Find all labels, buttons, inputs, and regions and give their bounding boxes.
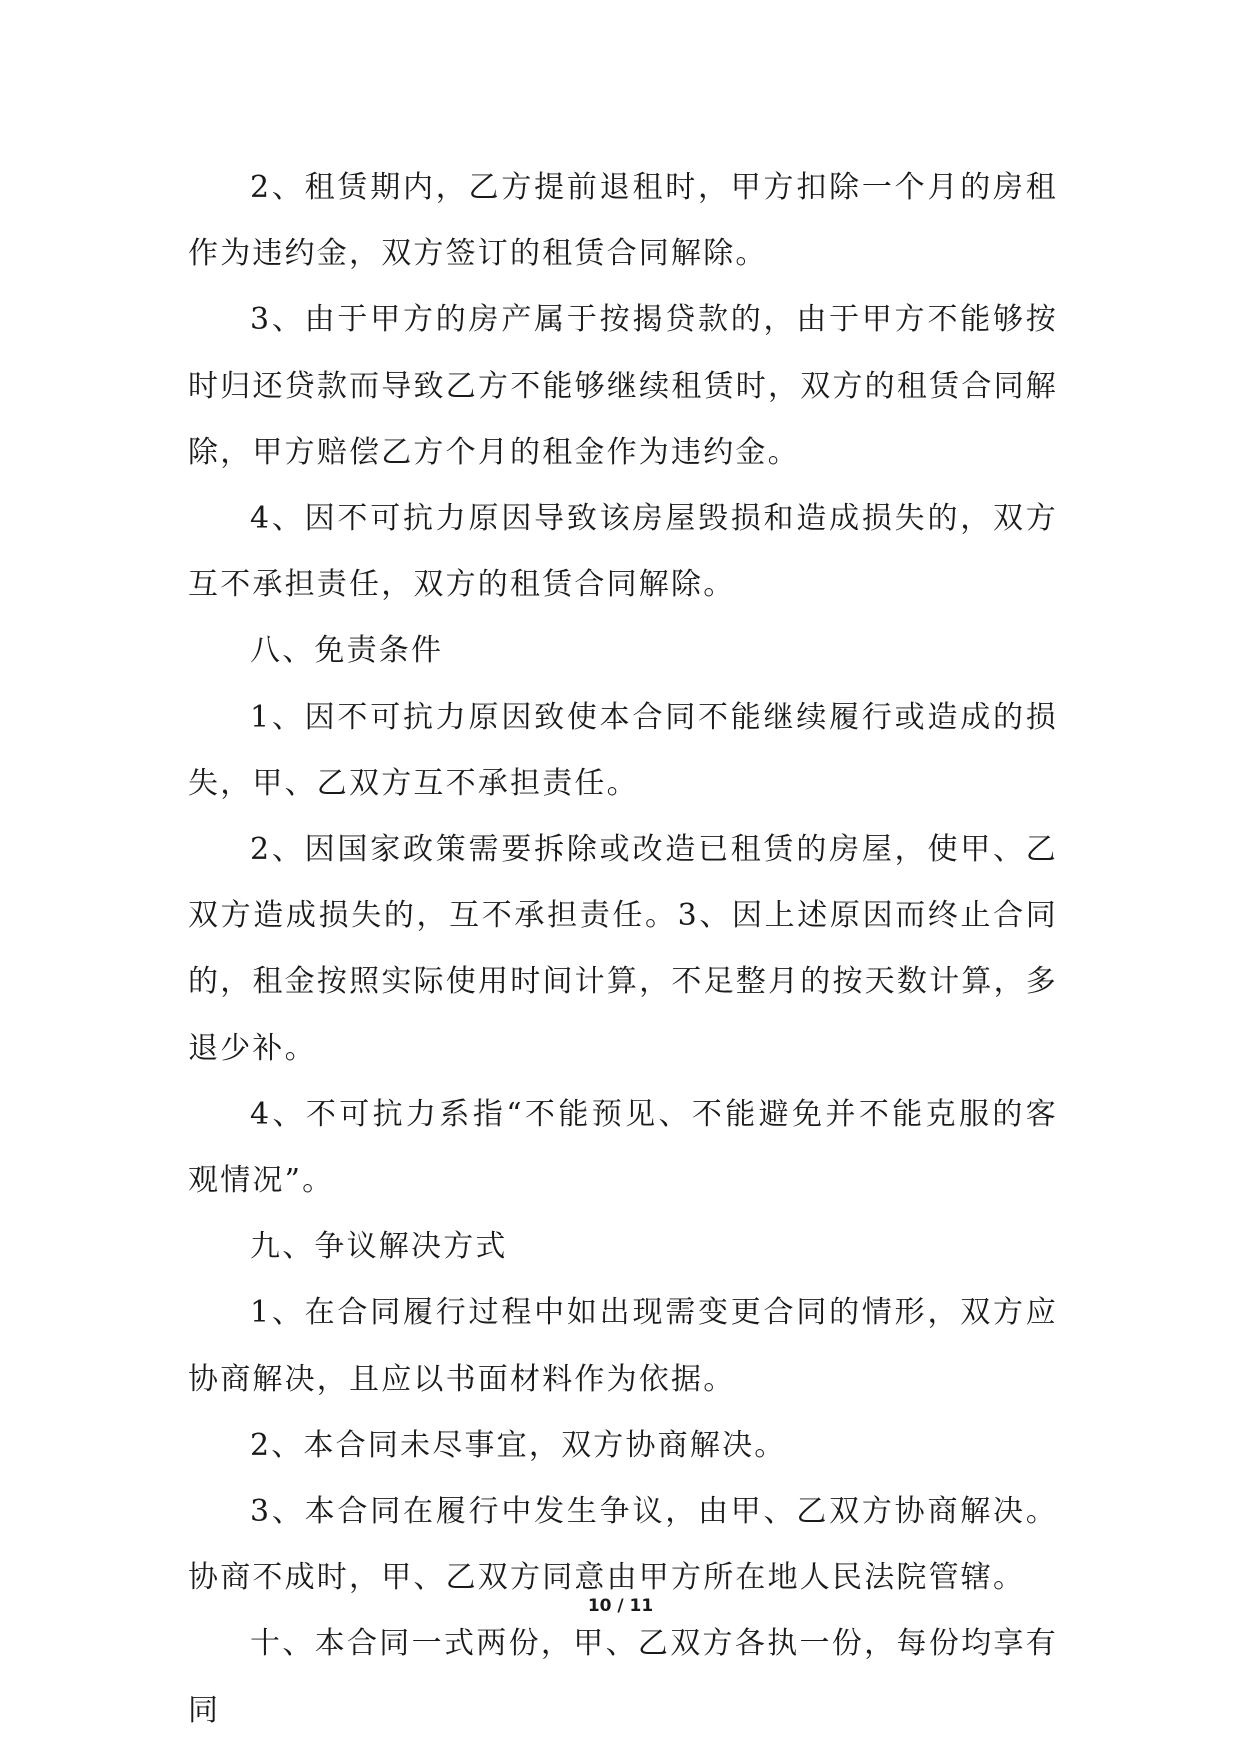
paragraph-dispute-2: 2、本合同未尽事宜，双方协商解决。 <box>250 1427 787 1463</box>
paragraph-dispute-1: 1、在合同履行过程中如出现需变更合同的情形，双方应协商解决，且应以书面材料作为依据。 <box>188 1295 1058 1397</box>
document-body <box>188 155 1058 1744</box>
paragraph-copies: 十、本合同一式两份，甲、乙双方各执一份，每份均享有同 <box>188 1626 1058 1728</box>
section-heading-exemption: 八、免责条件 <box>250 633 444 669</box>
paragraph-exemption-1: 1、因不可抗力原因致使本合同不能继续履行或造成的损失，甲、乙双方互不承担责任。 <box>188 699 1058 801</box>
paragraph-early-termination: 2、租赁期内，乙方提前退租时，甲方扣除一个月的房租作为违约金，双方签订的租赁合同解除。 <box>188 170 1058 272</box>
paragraph-force-majeure-damage: 4、因不可抗力原因导致该房屋毁损和造成损失的，双方互不承担责任，双方的租赁合同解除。 <box>188 501 1058 603</box>
paragraph-exemption-4: 4、不可抗力系指“不能预见、不能避免并不能克服的客观情况”。 <box>188 1096 1058 1199</box>
page-number: 10 / 11 <box>587 1596 654 1616</box>
paragraph-dispute-3: 3、本合同在履行中发生争议，由甲、乙双方协商解决。协商不成时，甲、乙双方同意由甲方所在地人民法院管辖。 <box>188 1494 1058 1596</box>
paragraph-mortgage-default: 3、由于甲方的房产属于按揭贷款的，由于甲方不能够按时归还贷款而导致乙方不能够继续租赁时，双方的租赁合同解除，甲方赔偿乙方个月的租金作为违约金。 <box>188 302 1058 470</box>
paragraph-exemption-2-3: 2、因国家政策需要拆除或改造已租赁的房屋，使甲、乙双方造成损失的，互不承担责任。3、因上述原因而终止合同的，租金按照实际使用时间计算，不足整月的按天数计算，多退少补。 <box>188 832 1058 1066</box>
section-heading-dispute: 九、争议解决方式 <box>250 1229 508 1265</box>
